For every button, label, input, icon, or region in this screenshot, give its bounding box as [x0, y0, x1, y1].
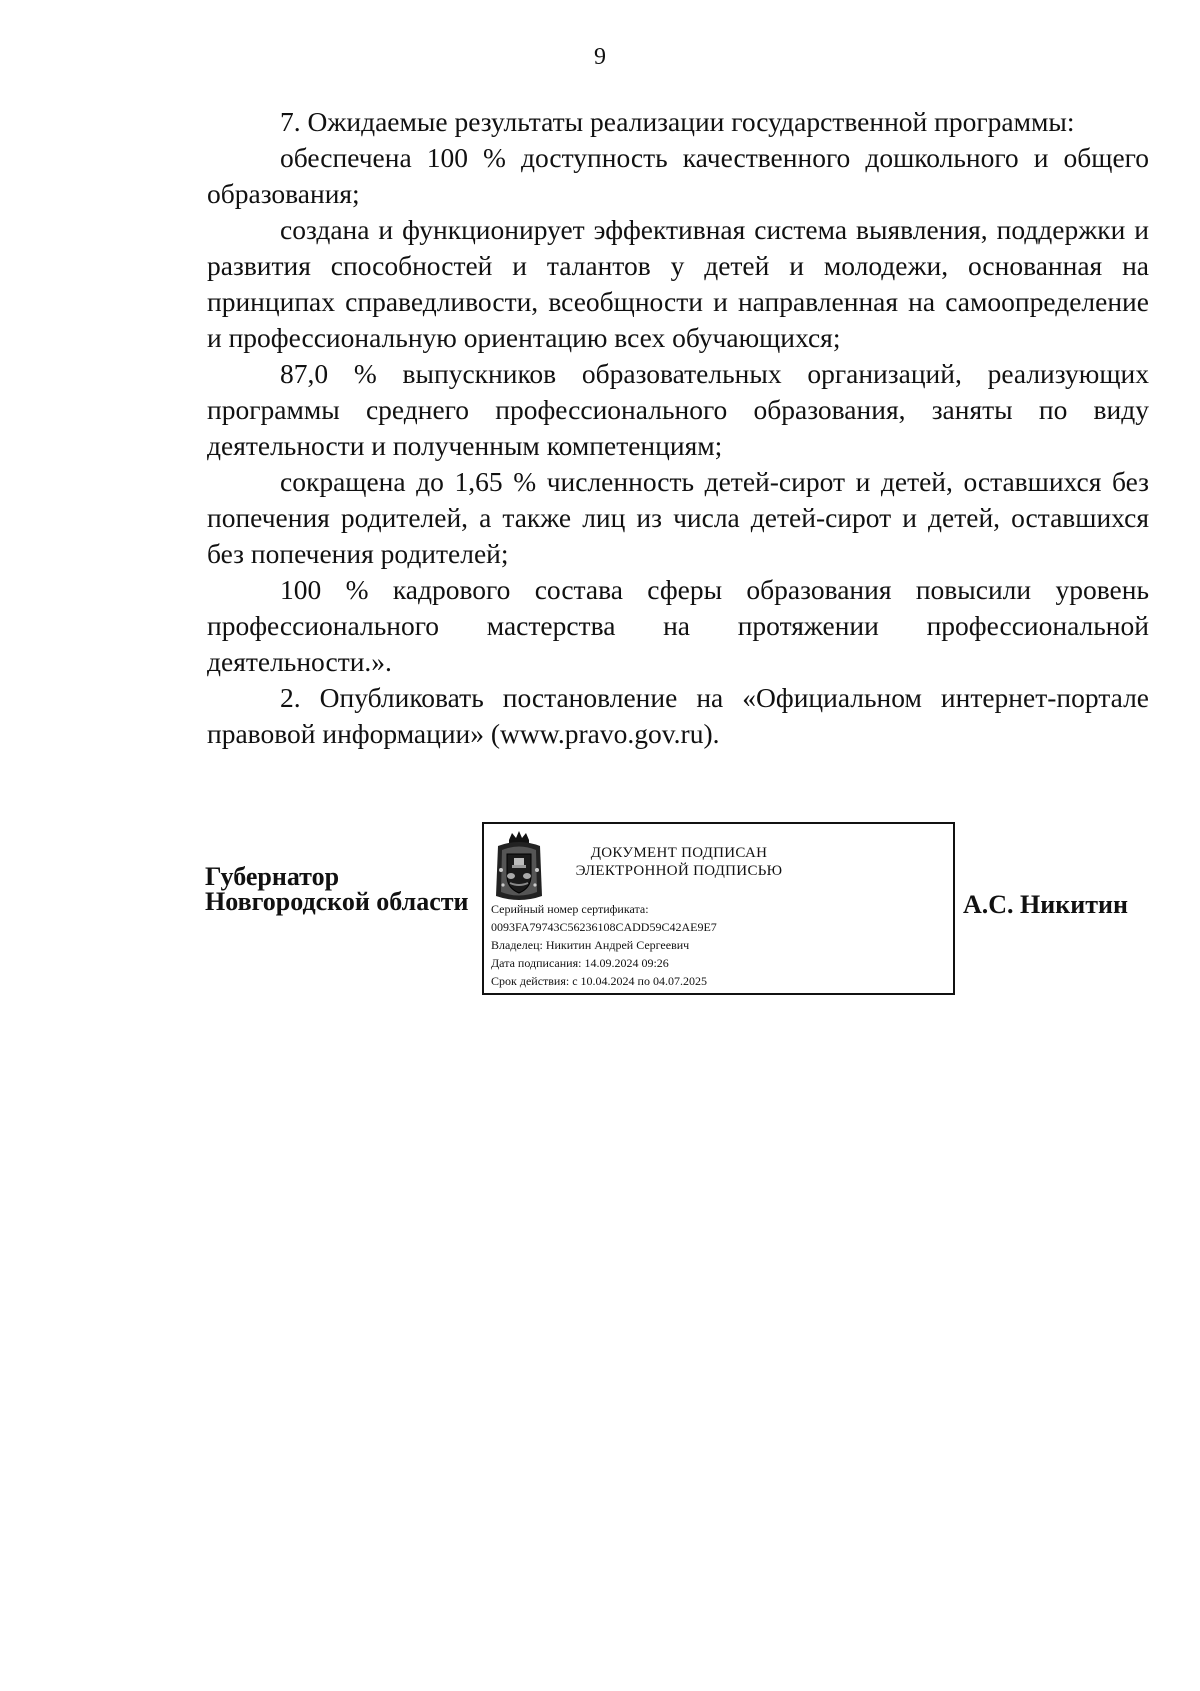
certificate-serial-label: Серийный номер сертификата: — [491, 902, 649, 916]
stamp-heading-line1: ДОКУМЕНТ ПОДПИСАН — [590, 845, 768, 861]
signature-block — [0, 822, 1200, 1022]
stamp-heading — [554, 844, 804, 880]
signer-position-line1: Губернатор — [205, 862, 340, 891]
novgorod-coat-of-arms-icon — [492, 830, 546, 904]
signer-position-line2: Новгородской области — [205, 887, 469, 916]
signer-name: А.С. Никитин — [963, 890, 1128, 919]
signer-position — [205, 864, 469, 914]
stamp-certificate-details — [491, 900, 717, 990]
paragraph-expected-results-heading: 7. Ожидаемые результаты реализации государственной программы: — [280, 106, 1075, 137]
certificate-signed-date: Дата подписания: 14.09.2024 09:26 — [491, 956, 669, 970]
paragraph-orphans-reduction: сокращена до 1,65 % численность детей-сирот и детей, оставшихся без попечения родителей, а также лиц из числа детей-сирот и детей, оставшихся без попечения родителей; — [207, 466, 1149, 569]
page-number: 9 — [594, 44, 606, 70]
paragraph-staff-qualification: 100 % кадрового состава сферы образования повысили уровень профессионального мастерства на протяжении профессиональной деятельности.». — [207, 574, 1149, 677]
paragraph-graduates-employment: 87,0 % выпускников образовательных организаций, реализующих программы среднего профессионального образования, заняты по виду деятельности и полученным компетенциям; — [207, 358, 1149, 461]
document-body — [207, 104, 1149, 752]
stamp-heading-line2: ЭЛЕКТРОННОЙ ПОДПИСЬЮ — [575, 863, 783, 879]
paragraph-talent-system: создана и функционирует эффективная система выявления, поддержки и развития способностей и талантов у детей и молодежи, основанная на принципах справедливости, всеобщности и направленная на самоопределение и профессиональную ориентацию всех обучающихся; — [207, 214, 1149, 353]
electronic-signature-stamp — [482, 822, 955, 995]
certificate-serial-value: 0093FA79743C56236108CADD59C42AE9E7 — [491, 920, 717, 934]
certificate-owner: Владелец: Никитин Андрей Сергеевич — [491, 938, 690, 952]
paragraph-publication: 2. Опубликовать постановление на «Официальном интернет-портале правовой информации» (www.pravo.gov.ru). — [207, 682, 1149, 749]
paragraph-education-access: обеспечена 100 % доступность качественного дошкольного и общего образования; — [207, 142, 1149, 209]
certificate-validity: Срок действия: с 10.04.2024 по 04.07.2025 — [491, 974, 707, 988]
